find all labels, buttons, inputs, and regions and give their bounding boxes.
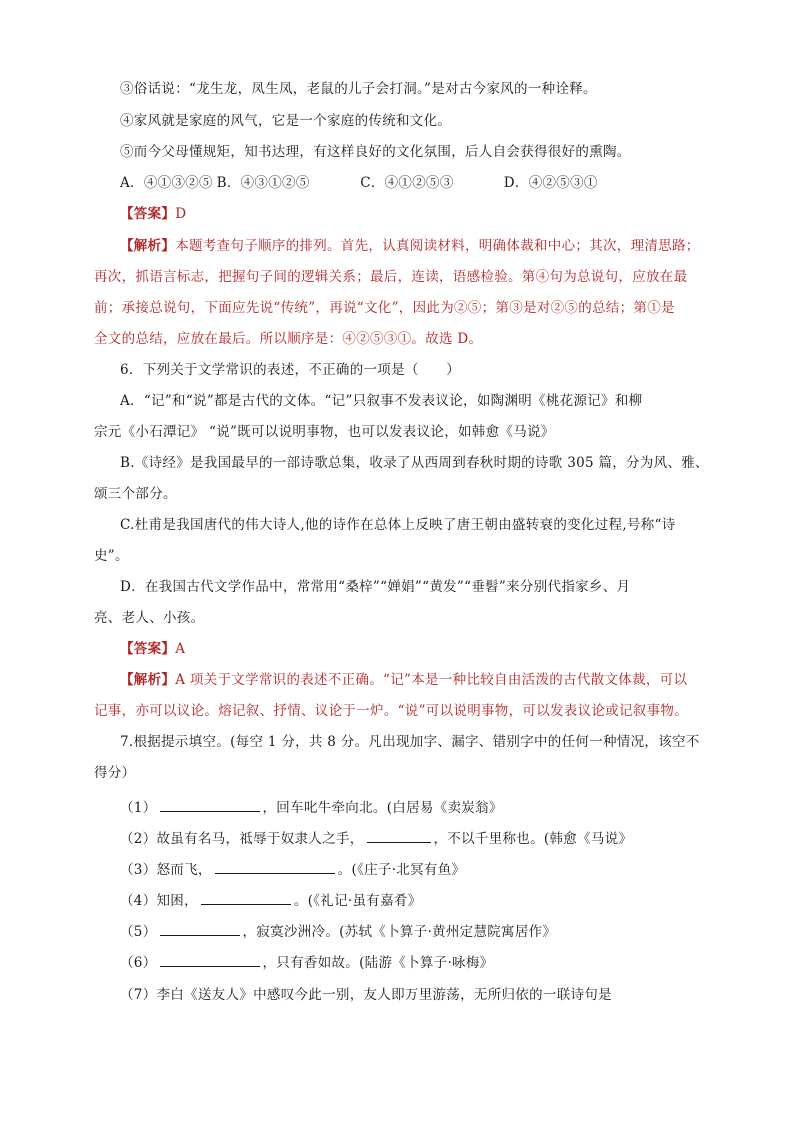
q5-sentence-3: ③俗话说：“龙生龙，凤生凤，老鼠的儿子会打洞。”是对古今家风的一种诠释。 bbox=[120, 81, 597, 97]
q6-answer bbox=[120, 639, 740, 659]
fill-blank[interactable] bbox=[201, 890, 291, 905]
q6-option-b-line-1: B.《诗经》是我国最早的一部诗歌总集，收录了从西周到春秋时期的诗歌 305 篇，分为风、雅、 bbox=[120, 455, 709, 471]
q5-options bbox=[120, 173, 740, 193]
q6-option-b-line-2: 颂三个部分。 bbox=[94, 486, 177, 502]
q5-analysis-line-1 bbox=[120, 236, 740, 256]
q6-option-a-line-2: 宗元《小石潭记》 “说”既可以说明事物，也可以发表议论，如韩愈《马说》 bbox=[94, 424, 555, 440]
analysis-tag: 【解析】 bbox=[120, 672, 176, 688]
item-prefix: （3）怒而飞， bbox=[120, 862, 212, 878]
item-prefix: （1） bbox=[120, 800, 157, 816]
item-suffix: ，只有香如故。(陆游《卜算子·咏梅》 bbox=[262, 955, 494, 971]
q5-option-c: C．④①②⑤③ bbox=[360, 175, 454, 191]
q7-item-7: （7）李白《送友人》中感叹今此一别，友人即万里游荡，无所归依的一联诗句是 bbox=[120, 987, 612, 1003]
q6-analysis-line-1 bbox=[120, 670, 740, 690]
fill-blank[interactable] bbox=[367, 828, 431, 843]
q5-analysis-line-4: 全文的总结，应放在最后。所以顺序是：④②⑤③①。故选 D。 bbox=[94, 331, 483, 347]
item-prefix: （2）故虽有名马，祗辱于奴隶人之手， bbox=[120, 831, 364, 847]
q7-item-4 bbox=[120, 890, 740, 911]
q5-answer bbox=[120, 204, 740, 224]
q6-analysis-line-2: 记事，亦可以议论。熔记叙、抒情、议论于一炉。“说”可以说明事物，可以发表议论或记叙事物。 bbox=[94, 703, 689, 719]
fill-blank[interactable] bbox=[160, 952, 260, 967]
q6-option-d-line-1: D．在我国古代文学作品中，常常用“桑梓”“婵娟”“黄发”“垂髫”来分别代指家乡、月 bbox=[120, 579, 631, 595]
q7-stem-line-1: 7.根据提示填空。(每空 1 分，共 8 分。凡出现加字、漏字、错别字中的任何一种情况，该空不 bbox=[120, 734, 700, 750]
item-suffix: 。(《庄子·北冥有鱼》 bbox=[337, 862, 466, 878]
item-suffix: ，寂寞沙洲冷。(苏轼《卜算子·黄州定慧院寓居作》 bbox=[242, 924, 557, 940]
item-prefix: （6） bbox=[120, 955, 157, 971]
item-suffix: ，不以千里称也。(韩愈《马说》 bbox=[433, 831, 633, 847]
item-suffix: ，回车叱牛牵向北。(白居易《卖炭翁》 bbox=[262, 800, 503, 816]
item-prefix: （5） bbox=[120, 924, 157, 940]
item-suffix: 。(《礼记·虽有嘉肴》 bbox=[293, 893, 422, 909]
q5-sentence-5: ⑤而今父母懂规矩，知书达理，有这样良好的文化氛围，后人自会获得很好的熏陶。 bbox=[120, 144, 631, 160]
analysis-text: A 项关于文学常识的表述不正确。“记”本是一种比较自由活泼的古代散文体裁，可以 bbox=[175, 672, 688, 688]
analysis-tag: 【解析】 bbox=[120, 238, 176, 254]
q6-option-c-line-1: C.杜甫是我国唐代的伟大诗人,他的诗作在总体上反映了唐王朝由盛转衰的变化过程,号称“诗 bbox=[120, 517, 676, 533]
fill-blank[interactable] bbox=[160, 797, 260, 812]
q7-item-5 bbox=[120, 921, 740, 942]
answer-tag: 【答案】 bbox=[120, 206, 176, 222]
q7-item-6 bbox=[120, 952, 740, 973]
fill-blank[interactable] bbox=[215, 859, 335, 874]
q5-sentence-4: ④家风就是家庭的风气，它是一个家庭的传统和文化。 bbox=[120, 113, 452, 129]
analysis-text: 本题考查句子顺序的排列。首先，认真阅读材料，明确体裁和中心；其次，理清思路； bbox=[175, 238, 700, 254]
q5-option-a: A．④①③②⑤ bbox=[120, 175, 213, 191]
q7-item-2 bbox=[120, 828, 740, 849]
q6-option-a-line-1: A．“记”和“说”都是古代的文体。“记”只叙事不发表议论，如陶渊明《桃花源记》和柳 bbox=[120, 393, 643, 409]
q5-option-d: D．④②⑤③① bbox=[503, 175, 598, 191]
q5-analysis-line-3: 前；承接总说句，下面应先说“传统”，再说“文化”，因此为②⑤；第③是对②⑤的总结；第①是 bbox=[94, 300, 675, 316]
q7-stem-line-2: 得分） bbox=[94, 765, 136, 781]
q5-option-b: B．④③①②⑤ bbox=[216, 175, 310, 191]
q6-option-c-line-2: 史”。 bbox=[94, 548, 129, 564]
answer-value: D bbox=[175, 206, 187, 222]
item-prefix: （4）知困， bbox=[120, 893, 198, 909]
q7-item-1 bbox=[120, 797, 740, 818]
answer-value: A bbox=[175, 641, 186, 657]
q7-item-3 bbox=[120, 859, 740, 880]
answer-tag: 【答案】 bbox=[120, 641, 176, 657]
q5-analysis-line-2: 再次，抓语言标志，把握句子间的逻辑关系；最后，连读，语感检验。第④句为总说句，应放在最 bbox=[94, 269, 688, 285]
fill-blank[interactable] bbox=[160, 921, 240, 936]
q6-stem: 6．下列关于文学常识的表述，不正确的一项是（ ） bbox=[120, 362, 461, 378]
q6-option-d-line-2: 亮、老人、小孩。 bbox=[94, 610, 205, 626]
